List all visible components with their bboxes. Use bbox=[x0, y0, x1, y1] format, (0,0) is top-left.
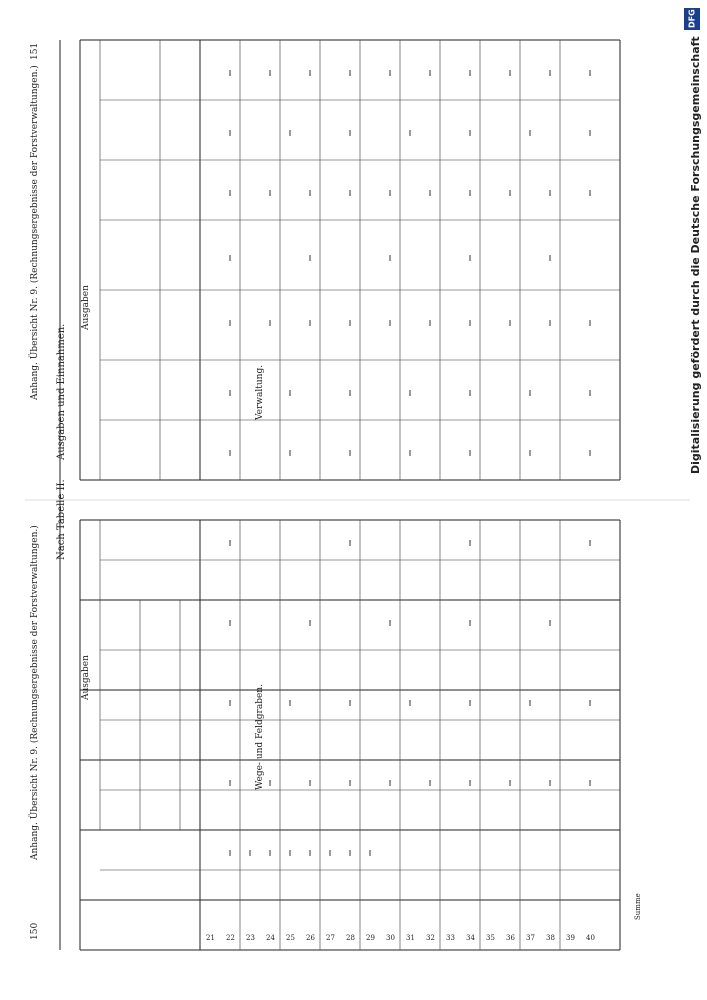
left-table-grid bbox=[60, 40, 620, 950]
dfg-watermark-text: Digitalisierung gefördert durch die Deutsche Forschungsgemeinschaft bbox=[689, 36, 702, 474]
row-number: 39 bbox=[566, 934, 575, 942]
left-section-ausgaben: Ausgaben bbox=[81, 655, 91, 700]
left-row-numbers bbox=[206, 934, 595, 942]
row-number: 35 bbox=[486, 934, 495, 942]
row-number: 33 bbox=[446, 934, 455, 942]
right-page-header bbox=[28, 43, 67, 461]
right-header: Anhang. Übersicht Nr. 9. (Rechnungsergebnisse der Forstverwaltungen.) bbox=[30, 65, 40, 400]
left-section-wege: Wege- und Feldgraben. bbox=[255, 684, 265, 790]
right-title: Ausgaben und Einnahmen. bbox=[56, 323, 67, 460]
row-number: 25 bbox=[286, 934, 295, 942]
row-number: 26 bbox=[306, 934, 315, 942]
row-number: 31 bbox=[406, 934, 415, 942]
left-header: Anhang. Übersicht Nr. 9. (Rechnungsergebnisse der Forstverwaltungen.) bbox=[30, 525, 40, 860]
row-number: 36 bbox=[506, 934, 515, 942]
row-number: 34 bbox=[466, 934, 475, 942]
left-page-header bbox=[28, 479, 67, 940]
right-table-grid bbox=[60, 40, 620, 480]
row-number: 22 bbox=[226, 934, 235, 942]
row-number: 29 bbox=[366, 934, 375, 942]
row-number: 27 bbox=[326, 934, 335, 942]
left-page-number: 150 bbox=[30, 922, 40, 940]
row-number: 38 bbox=[546, 934, 555, 942]
left-title: Nach Tabelle II. bbox=[56, 479, 67, 560]
dfg-logo: DFG bbox=[684, 8, 700, 30]
right-section-verwaltung: Verwaltung. bbox=[255, 364, 265, 420]
left-dash-marks bbox=[230, 540, 590, 856]
row-number: 21 bbox=[206, 934, 215, 942]
left-total-label: Summe bbox=[634, 893, 642, 920]
row-number: 37 bbox=[526, 934, 535, 942]
right-section-ausgaben: Ausgaben bbox=[81, 285, 91, 330]
right-page-number: 151 bbox=[30, 42, 40, 60]
row-number: 28 bbox=[346, 934, 355, 942]
row-number: 40 bbox=[586, 934, 595, 942]
row-number: 30 bbox=[386, 934, 395, 942]
right-dash-marks bbox=[230, 70, 590, 456]
row-number: 23 bbox=[246, 934, 255, 942]
row-number: 32 bbox=[426, 934, 435, 942]
row-number: 24 bbox=[266, 934, 275, 942]
